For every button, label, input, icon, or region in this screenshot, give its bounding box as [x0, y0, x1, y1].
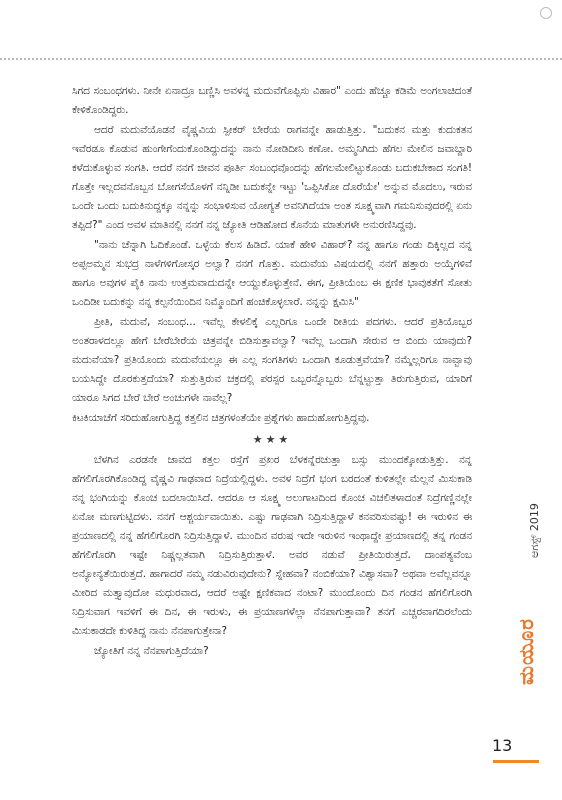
paragraph: ಆದರೆ ಮದುವೆಯೊಡನೆ ವೈಷ್ಣವಿಯ ಸ್ಪೀಕರ್ ಬೇರೆಯ ರಾಗವನ್ನೇ ಹಾಡುತ್ತಿತ್ತು. "ಬದುಕನ ಮತ್ತು ಕುದುಕತನ ಇವೆರಡೂ ಕೊಡುವ ಹುಂಗೇಗೆಂದುಕೊಂಡಿದ್ದುದನ್ನು ನಾನು ನೋಡಿದೀನಿ ಕಣೋ. ಅಮ್ಮನಿಗಿದು ಹೆಗಲ ಮೇಲಿನ ಜವಾಬ್ದಾರಿ ಕಳೆದುಕೊಳ್ಳುವ ಸಂಗತಿ. ಆದರೆ ನನಗೆ ಜೀವನ ಪೂರ್ತಿ ಸಂಬಂಧವೊಂದನ್ನು ಹೆಗಲಮೇಲಿಟ್ಟುಕೊಂಡು ಬದುಕಬೇಕಾದ ಸಂಗತಿ! ಗೊತ್ತೇ ಇಲ್ಲದವನೊಬ್ಬನ ಬೋಗಸೆಯೊಳಗೆ ನನ್ನಿಡೀ ಬದುಕನ್ನೇ ಇಟ್ಟು 'ಒಪ್ಪಿಸಿಕೋ ದೊರೆಯೇ' ಅನ್ನುವ ಮೊದಲು, ಇರುವ ಒಂದೇ ಒಂದು ಬದುಕಿನುದ್ದಕ್ಕೂ ನನ್ನನ್ನು ಸಂಭಾಳಿಸುವ ಯೋಗ್ಯತೆ ಅವನಿಗಿದೆಯಾ ಅಂತ ಸೂಕ್ಷ್ಮವಾಗಿ ಗಮನಿಸುವುದರಲ್ಲಿ ಏನು ತಪ್ಪಿದೆ?" ಎಂದ ಅವಳ ಮಾತಿನಲ್ಲಿ ನನಗೆ ನನ್ನ ಜ್ಯೋತಿ ಆಡಿಹೋದ ಕೊನೆಯ ಮಾತುಗಳೇ ಅನುರಣಿಸಿದ್ದವು.: [72, 124, 472, 231]
paragraph: ಬೆಳಗಿನ ಎರಡನೇ ಜಾವದ ಕತ್ತಲ ರಸ್ತೆಗೆ ಪ್ರಖರ ಬೆಳಕನ್ನೆರಚುತ್ತಾ ಬಸ್ಸು ಮುಂದಕ್ಕೋಡುತ್ತಿತ್ತು. ನನ್ನ ಹೆಗಲಿಗೊರಗಿಕೊಂಡಿದ್ದ ವೈಷ್ಣವಿ ಗಾಢವಾದ ನಿದ್ರೆಯಲ್ಲಿದ್ದಳು. ಅವಳ ನಿದ್ರೆಗೆ ಭಂಗ ಬರದಂತೆ ಕುಳಿತಲ್ಲೇ ಮೆಲ್ಲನೆ ಮಿಸುಕಾಡಿ ನನ್ನ ಭಂಗಿಯನ್ನು ಕೊಂಚ ಬದಲಾಯಿಸಿದೆ. ಆದರೂ ಆ ಸೂಕ್ಷ್ಮ ಅಲುಗಾಟದಿಂದ ಕೊಂಚ ವಿಚಲಿತಳಾದಂತೆ ನಿದ್ರೆಗಣ್ಣಿನಲ್ಲೇ ಏನೋ ಮಣಗುಟ್ಟಿದಳು. ನನಗೆ ಆಶ್ಚರ್ಯವಾಯಿತು. ಎಷ್ಟು ಗಾಢವಾಗಿ ನಿದ್ರಿಸುತ್ತಿದ್ದಾಳೆ ಕನವರಿಸುವಷ್ಟು! ಈ ಇರುಳಿನ ಈ ಪ್ರಯಾಣದಲ್ಲಿ ನನ್ನ ಹೆಗಲಿಗೊರಗಿ ನಿದ್ರಿಸುತ್ತಿದ್ದಾಳೆ. ಮುಂದಿನ ವರುಷ ಇದೇ ಇರುಳಿನ ಇಂಥಾದ್ದೇ ಪ್ರಯಾಣದಲ್ಲಿ ತನ್ನ ಗಂಡನ ಹೆಗಲಿಗೊರಗಿ ಇಷ್ಟೇ ನಿಷ್ಚಲ್ಲತವಾಗಿ ನಿದ್ರಿಸುತ್ತಿರುತ್ತಾಳೆ. ಅವರ ನಡುವೆ ಪ್ರೀತಿಯಿರುತ್ತದೆ. ದಾಂಪತ್ಯವೆಂಬ ಅನ್ಯೋನ್ಯತೆಯಿರುತ್ತದೆ. ಹಾಗಾದರೆ ನಮ್ಮ ನಡುವಿರುವುದೇನು? ಸ್ನೇಹವಾ? ನಂಬಿಕೆಯಾ? ವಿಶ್ವಾಸವಾ? ಅಥವಾ ಅವೆಲ್ಲವನ್ನೂ ಮೀರಿದ ಮತ್ತ್ಯಾವುದೋ ಮಧುರವಾದ, ಆದರೆ ಅಷ್ಟೇ ಕ್ಷಣಿಕವಾದ ನಂಟಾ? ಮುಂದೊಂದು ದಿನ ಗಂಡನ ಹೆಗಲಿಗೊರಗಿ ನಿದ್ರಿಸುವಾಗ ಇವಳಿಗೆ ಈ ದಿನ, ಈ ಇರುಳು, ಈ ಪ್ರಯಾಣಗಳೆಲ್ಲಾ ನೆನಪಾಗುತ್ತಾವಾ? ತನಗೆ ಎಚ್ಚರವಾಗದಿರಲೆಂದು ಮಿಸುಕಾಡದೇ ಕುಳಿತಿದ್ದ ನಾನು ನೆನಪಾಗುತ್ತೇನಾ?: [72, 454, 472, 637]
paragraph: ಕಿಟಕಿಯಾಚೆಗೆ ಸರಿದುಹೋಗುತ್ತಿದ್ದ ಕತ್ತಲಿನ ಚಿತ್ರಗಳಂತೆಯೇ ಪ್ರಶ್ನೆಗಳು ಹಾದುಹೋಗುತ್ತಿದ್ದವು.: [72, 412, 370, 424]
issue-date: ಆಗಸ್ಟ್ 2019: [528, 503, 541, 558]
corner-circle-decoration: [540, 7, 552, 19]
article-body: [72, 82, 472, 662]
page-number-underline: [493, 760, 539, 763]
magazine-brand: ಮಯೂರ: [514, 618, 538, 685]
section-separator: ★★★: [252, 433, 292, 446]
paragraph: ಜ್ಯೋತಿಗೆ ನನ್ನ ನೆನಪಾಗುತ್ತಿದೆಯಾ?: [94, 645, 209, 657]
dotted-divider: [0, 58, 562, 60]
page-number: 13: [492, 736, 513, 755]
paragraph: ಸಿಗದ ಸಂಬಂಧಗಳು. ನೀನೇ ಏನಾದ್ರೂ ಬಣ್ಣಿಸಿ ಅವಳನ್ನ ಮದುವೆಗೊಪ್ಪಿಸು ವಿಹಾರ" ಎಂದು ಹೆಚ್ಚೂ ಕಡಿಮೆ ಅಂಗಲಾಚಿದಂತೆ ಕೇಳಿಕೊಂಡಿದ್ದರು.: [72, 85, 472, 116]
paragraph: "ನಾನು ಚೆನ್ನಾಗಿ ಓದಿಕೊಂಡೆ. ಒಳ್ಳೆಯ ಕೆಲಸ ಹಿಡಿದೆ. ಯಾಕೆ ಹೇಳಿ ವಿಹಾರ್? ನನ್ನ ಹಾಗೂ ಗಂಡು ದಿಕ್ಕಿಲ್ಲದ ನನ್ನ ಅಪ್ಪಅಮ್ಮನ ಸುಭದ್ರ ನಾಳೆಗಳಿಗೋಸ್ಕರ ಅಲ್ವಾ? ನನಗೆ ಗೊತ್ತು. ಮದುವೆಯ ವಿಷಯದಲ್ಲಿ ನನಗೆ ಹತ್ತಾರು ಅಯ್ಕೆಗಳಿವೆ ಹಾಗೂ ಅವುಗಳ ಪೈಕಿ ನಾನು ಉತ್ತಮವಾದುದನ್ನೇ ಆಯ್ದುಕೊಳ್ಳುತ್ತೇನೆ. ಈಗ, ಪ್ರೀತಿಯೆಂಬ ಈ ಕ್ಷಣಿಕ ಭಾವುಕತೆಗೆ ಸೋತು ಒಂದಿಡೀ ಬದುಕನ್ನು ನನ್ನ ಕಲ್ಪನೆಯಿಂದಿನ ನಿಮ್ಮೊಂದಿಗೆ ಹಂಚಿಕೊಳ್ಳಲಾರೆ. ನನ್ನನ್ನು ಕ್ಷಮಿಸಿ": [72, 239, 472, 308]
paragraph: ಪ್ರೀತಿ, ಮದುವೆ, ಸಂಬಂಧ... ಇವೆಲ್ಲ ಕೇಳಲಿಕ್ಕೆ ಎಲ್ಲರಿಗೂ ಒಂದೇ ರೀತಿಯ ಪದಗಳು. ಆದರೆ ಪ್ರತಿಯೊಬ್ಬರ ಅಂತರಾಳದಲ್ಲೂ ಹೇಗೆ ಬೇರೆಬೇರೆಯ ಚಿತ್ರವನ್ನೇ ಬಿಡಿಸುತ್ತಾವಲ್ವಾ? ಇವೆಲ್ಲ ಒಂದಾಗಿ ಸೇರುವ ಆ ಬಿಂದು ಯಾವುದು? ಮದುವೆಯಾ? ಪ್ರತಿಯೊಂದು ಮದುವೆಯಲ್ಲೂ ಈ ಎಲ್ಲ ಸಂಗತಿಗಳು ಒಂದಾಗಿ ಕೂಡುತ್ತವೆಯಾ? ನಮ್ಮೆಲ್ಲರಿಗೂ ನಾವ್ಬಾವು ಬಯಸಿದ್ದೇ ದೊರಕುತ್ತದೆಯಾ? ಸುತ್ತುತ್ತಿರುವ ಚಕ್ರದಲ್ಲಿ ಪರಸ್ಪರ ಒಬ್ಬರನ್ನೊಬ್ಬರು ಬೆನ್ನಟ್ಟುತ್ತಾ ತಿರುಗುತ್ತಿರುವ, ಯಾರಿಗೆ ಯಾರೂ ಸಿಗದ ಬೇರೆ ಬೇರೆ ಅಂಚುಗಳೇ ನಾವೆಲ್ಲ?: [72, 316, 472, 404]
